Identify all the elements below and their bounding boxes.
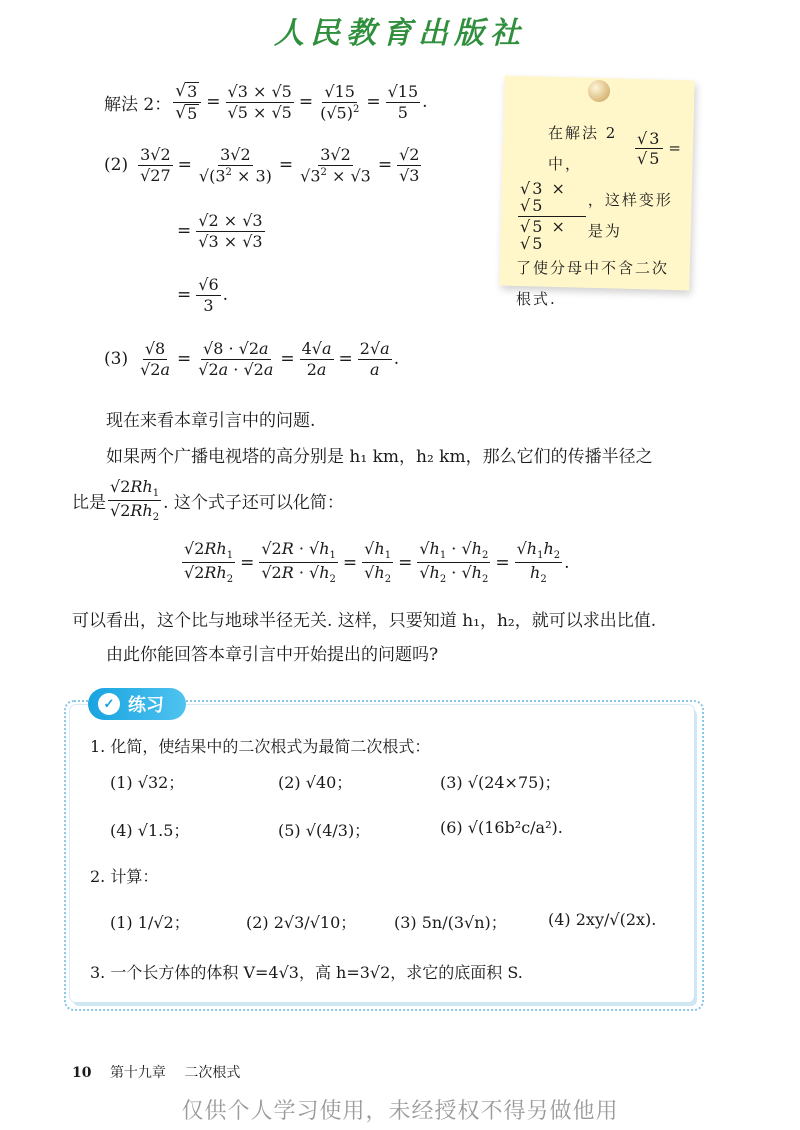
q1-item-2: (2) √40； xyxy=(278,773,353,792)
q1-item-1: (1) √32； xyxy=(110,773,185,792)
q2-item-2: (2) 2√3/√10； xyxy=(246,913,357,932)
chapter-title: 二次根式 xyxy=(184,1065,241,1081)
ratio-simplification: $\frac{√2Rh_1}{√2Rh_2}$ = $\frac{√2R \cdot √h_1}{√2R \cdot √h_2}$ = $\frac{√h_1}{√h_2}$ = $\frac{√h_1 \cdot √h_2}{√h_2 \cdot √h_2}$ = $\frac{√h_1h_2}{h_2}$ . xyxy=(184,539,570,586)
paragraph-5: 由此你能回答本章引言中开始提出的问题吗? xyxy=(106,645,439,665)
q2-item-4: (4) 2xy/√(2x). xyxy=(548,910,657,929)
solution2-label: 解法 2： xyxy=(104,94,172,115)
pushpin-icon xyxy=(588,80,610,102)
paragraph-4: 可以看出，这个比与地球半径无关. 这样，只要知道 h₁，h₂，就可以求出比值. xyxy=(72,611,657,631)
note-text: 在解法 2 中， $\frac{√3}{√5}$ = $\frac{√3 \times √5}{√5 \times √5}$ ，这样变形是为 了使分母中不含二次 根式. xyxy=(516,124,683,308)
q1-item-6: (6) √(16b²c/a²). xyxy=(440,818,563,837)
paragraph-1: 现在来看本章引言中的问题. xyxy=(106,411,316,431)
q2-item-1: (1) 1/√2； xyxy=(110,913,190,932)
exercise-tab: ✓ 练习 xyxy=(88,688,186,720)
page-footer xyxy=(72,1062,254,1082)
part3-label: (3) xyxy=(104,349,129,370)
part2-label: (2) xyxy=(104,155,129,176)
watermark: 仅供个人学习使用，未经授权不得另做他用 xyxy=(181,1099,619,1124)
page-number: 10 xyxy=(72,1065,92,1081)
part3-line: (3) $\frac{√8}{√2a}$ = $\frac{√8 \cdot √2a}{√2a \cdot √2a}$ = $\frac{4√a}{2a}$ = $\frac{2√a}{a}$ . xyxy=(104,339,400,379)
chapter-label: 第十九章 xyxy=(109,1065,166,1081)
exercise-q2: 2. 计算： xyxy=(90,867,159,886)
q2-item-3: (3) 5n/(3√n)； xyxy=(394,913,507,932)
exercise-q1: 1. 化简，使结果中的二次根式为最简二次根式： xyxy=(90,737,431,756)
publisher-logo: 人民教育出版社 xyxy=(274,16,526,51)
paragraph-3: 比是 $\frac{√2Rh_1}{√2Rh_2}$ . 这个式子还可以化简： xyxy=(72,477,344,524)
part2-line2: = $\frac{√2 \times √3}{√3 \times √3}$ xyxy=(177,211,263,251)
check-icon: ✓ xyxy=(98,693,120,715)
q1-item-4: (4) √1.5； xyxy=(110,821,190,840)
solution2-formula: √ 3 √ 5 = $\frac{√3 \times √5}{√5 \times √5}$ = $\frac{√15}{(√5)^2}$ = $\frac{√15}{5}$ . xyxy=(175,81,428,123)
part2-line3: = $\frac{√6}{3}$ . xyxy=(177,275,229,315)
q1-item-5: (5) √(4/3)； xyxy=(278,821,371,840)
solution2-line xyxy=(104,82,428,122)
q1-item-3: (3) √(24×75)； xyxy=(440,773,561,792)
part2-line1: (2) $\frac{3√2}{√27}$ = $\frac{3√2}{√(3^2 \times 3)}$ = $\frac{3√2}{√3^2 \times √3}$ = $\frac{√2}{√3}$ xyxy=(104,145,420,185)
exercise-q3: 3. 一个长方体的体积 V=4√3，高 h=3√2，求它的底面积 S. xyxy=(90,963,523,982)
paragraph-2: 如果两个广播电视塔的高分别是 h₁ km，h₂ km，那么它们的传播半径之 xyxy=(106,447,653,467)
